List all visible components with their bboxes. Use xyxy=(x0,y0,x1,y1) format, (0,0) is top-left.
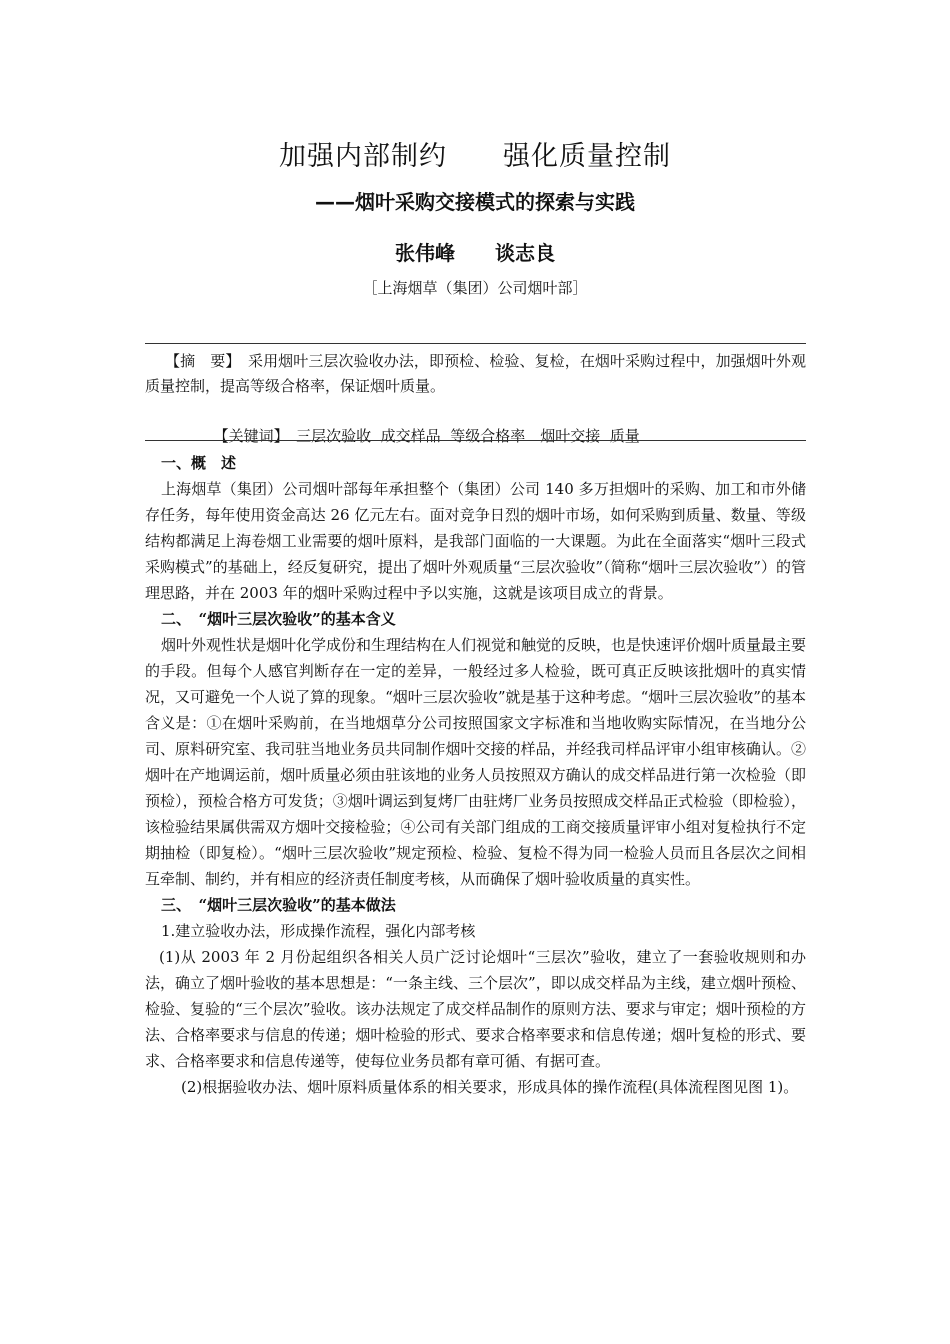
section-heading-3: 三、 “烟叶三层次验收”的基本做法 xyxy=(161,896,396,914)
paper-title: 加强内部制约 强化质量控制 xyxy=(279,141,671,172)
section-2-paragraph-1: 烟叶外观性状是烟叶化学成份和生理结构在人们视觉和触觉的反映，也是快速评价烟叶质量最主要的手段。但每个人感官判断存在一定的差异，一般经过多人检验，既可真正反映该批烟叶的真实情况，又可避免一个人说了算的现象。“烟叶三层次验收”就是基于这种考虑。“烟叶三层次验收”的基本含义是：①在烟叶采购前，在当地烟草分公司按照国家文字标准和当地收购实际情况，在当地分公司、原料研究室、我司驻当地业务员共同制作烟叶交接的样品，并经我司样品评审小组审核确认。②烟叶在产地调运前，烟叶质量必须由驻该地的业务人员按照双方确认的成交样品进行第一次检验（即预检），预检合格方可发货；③烟叶调运到复烤厂由驻烤厂业务员按照成交样品正式检验（即检验），该检验结果属供需双方烟叶交接检验；④公司有关部门组成的工商交接质量评审小组对复检执行不定期抽检（即复检）。“烟叶三层次验收”规定预检、检验、复检不得为同一检验人员而且各层次之间相互牵制、制约，并有相应的经济责任制度考核，从而确保了烟叶验收质量的真实性。 xyxy=(145,636,807,888)
abstract-paragraph xyxy=(145,349,806,399)
section-1-paragraph-1: 上海烟草（集团）公司烟叶部每年承担整个（集团）公司 140 多万担烟叶的采购、加工和市外储存任务，每年使用资金高达 26 亿元左右。面对竞争日烈的烟叶市场，如何采购到质量、数量、等级结构都满足上海卷烟工业需要的烟叶原料，是我部门面临的一大课题。为此在全面落实“烟叶三段式采购模式”的基础上，经反复研究，提出了烟叶外观质量“三层次验收”（简称“烟叶三层次验收”）的管理思路，并在 2003 年的烟叶采购过程中予以实施，这就是该项目成立的背景。 xyxy=(145,480,806,602)
section-3-paragraph-3: (2)根据验收办法、烟叶原料质量体系的相关要求，形成具体的操作流程(具体流程图见图 1)。 xyxy=(181,1078,799,1096)
paper-subtitle: ——烟叶采购交接模式的探索与实践 xyxy=(315,190,635,214)
author-affiliation: ［上海烟草（集团）公司烟叶部］ xyxy=(362,279,588,297)
bottom-divider xyxy=(145,440,806,441)
section-heading-2: 二、 “烟叶三层次验收”的基本含义 xyxy=(161,610,396,628)
paper-authors: 张伟峰 谈志良 xyxy=(395,241,555,265)
section-3-paragraph-1: 1.建立验收办法，形成操作流程，强化内部考核 xyxy=(161,922,476,940)
top-divider xyxy=(145,343,806,344)
keywords-label: 【关键词】 xyxy=(213,427,282,445)
paper-body xyxy=(145,450,806,1100)
section-heading-1: 一、概 述 xyxy=(161,454,237,472)
section-3-paragraph-2: (1)从 2003 年 2 月份起组织各相关人员广泛讨论烟叶“三层次”验收，建立了一套验收规则和办法，确立了烟叶验收的基本思想是：“一条主线、三个层次”，即以成交样品为主线，建立烟叶预检、检验、复验的“三个层次”验收。该办法规定了成交样品制作的原则方法、要求与审定；烟叶预检的方法、合格率要求与信息的传递；烟叶检验的形式、要求合格率要求和信息传递；烟叶复检的形式、要求、合格率要求和信息传递等，使每位业务员都有章可循、有据可查。 xyxy=(145,948,806,1070)
abstract-label: 【摘 要】 xyxy=(165,352,233,370)
keywords-text: 三层次验收 成交样品 等级合格率 烟叶交接 质量 xyxy=(281,427,640,445)
abstract-text: 采用烟叶三层次验收办法，即预检、检验、复检，在烟叶采购过程中，加强烟叶外观质量控制，提高等级合格率，保证烟叶质量。 xyxy=(145,352,806,395)
